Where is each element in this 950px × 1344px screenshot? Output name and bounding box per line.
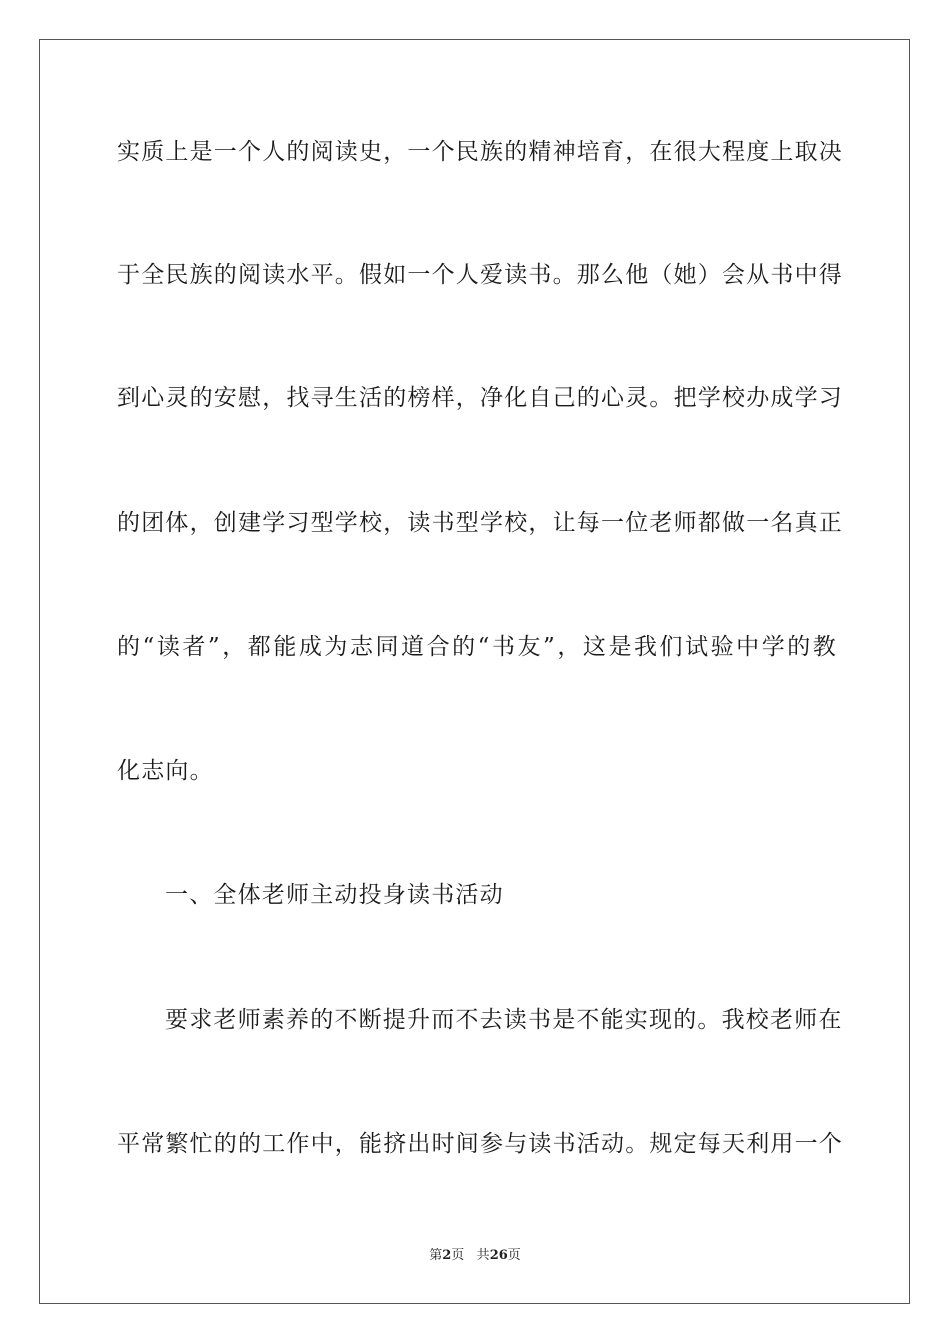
body-line-1: 实质上是一个人的阅读史，一个民族的精神培育，在很大程度上取决 <box>117 139 843 165</box>
body-line-4: 的团体，创建学习型学校，读书型学校，让每一位老师都做一名真正 <box>117 510 843 536</box>
body-line-5: 的“读者”，都能成为志同道合的“书友”，这是我们试验中学的教 <box>117 634 837 660</box>
footer-total-prefix: 共 <box>476 1248 490 1263</box>
body-line-6: 化志向。 <box>117 758 214 784</box>
section-heading: 一、全体老师主动投身读书活动 <box>165 882 504 908</box>
page-border <box>39 39 910 1304</box>
body-line-9: 平常繁忙的的工作中，能挤出时间参与读书活动。规定每天利用一个 <box>117 1131 843 1157</box>
footer-page-total: 26 <box>489 1248 508 1263</box>
body-line-3: 到心灵的安慰，找寻生活的榜样，净化自己的心灵。把学校办成学习 <box>117 385 843 411</box>
body-line-2: 于全民族的阅读水平。假如一个人爱读书。那么他（她）会从书中得 <box>117 262 843 288</box>
page-footer <box>0 1247 950 1265</box>
footer-page-prefix: 第 <box>429 1248 443 1263</box>
body-line-8: 要求老师素养的不断提升而不去读书是不能实现的。我校老师在 <box>165 1007 843 1033</box>
footer-total-unit: 页 <box>507 1248 521 1263</box>
footer-page-unit: 页 <box>451 1248 465 1263</box>
footer-page-current: 2 <box>442 1248 452 1263</box>
